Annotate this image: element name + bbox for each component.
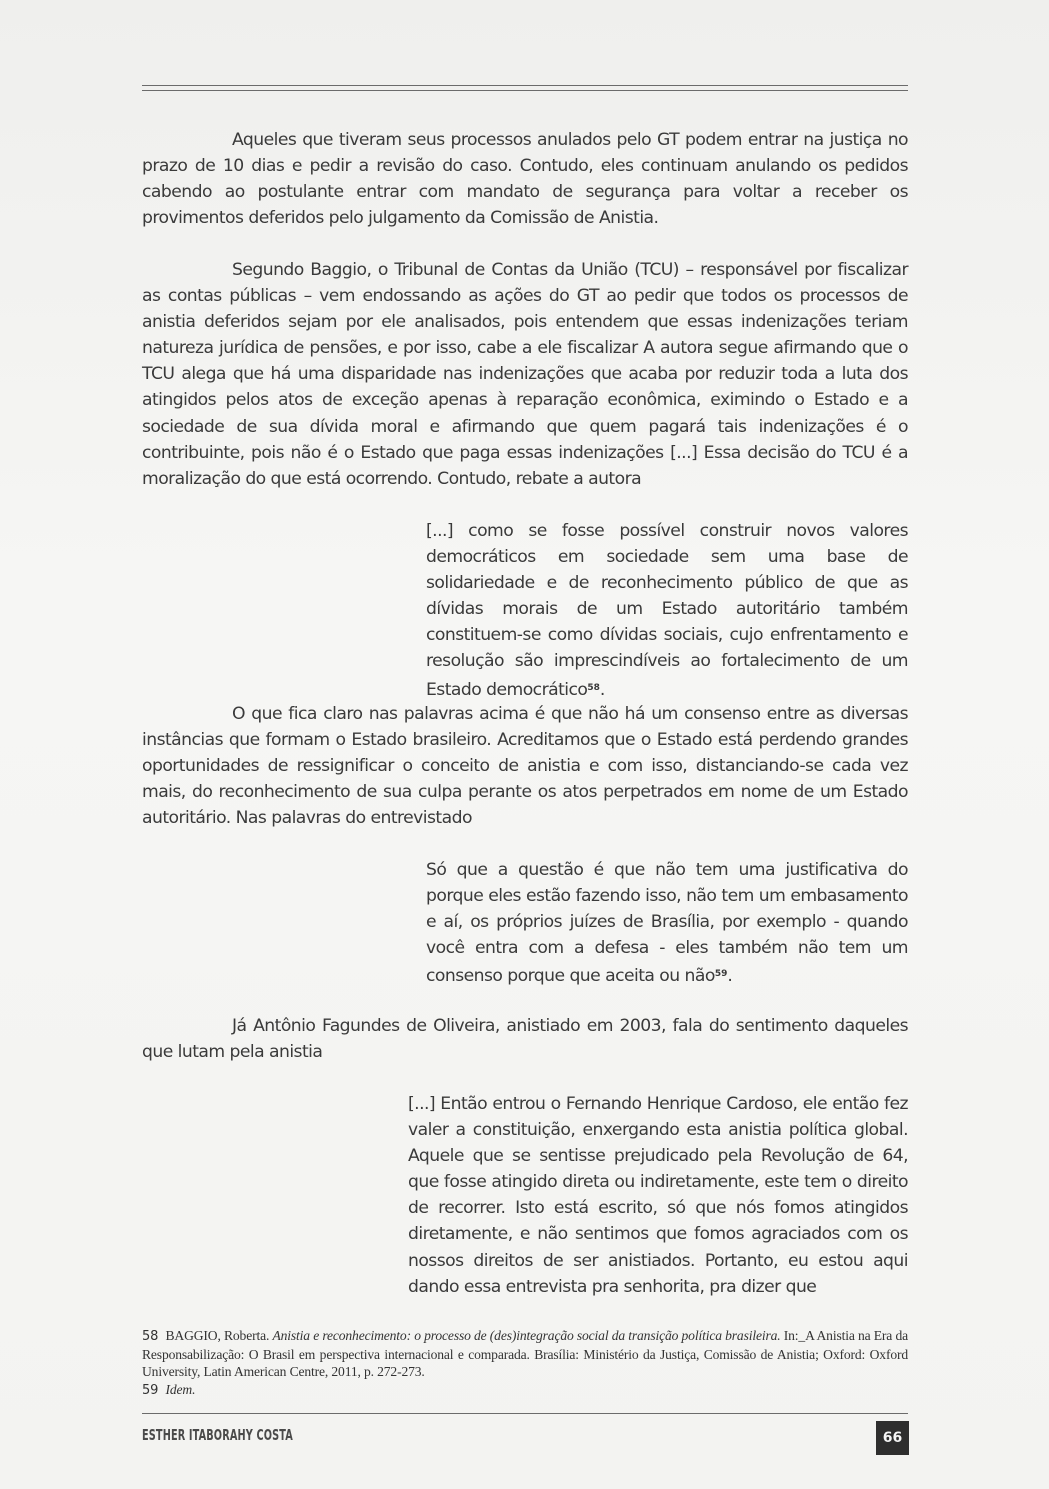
- paragraph-3: [142, 701, 908, 831]
- block-quote-1-text: [...] como se fosse possível construir novos valores democráticos em sociedade sem uma base de solidariedade e de reconhecimento público de que as dívidas morais de um Estado autoritário também constituem-se como dívidas sociais, cujo enfrentamento e resolução são imprescindíveis ao fortalecimento de um Estado democrático: [426, 521, 908, 700]
- footnote-59: [142, 1381, 908, 1400]
- footnotes: [142, 1327, 908, 1399]
- block-quote-2-text: Só que a questão é que não tem uma justificativa do porque eles estão fazendo isso, não tem um embasamento e aí, os próprios juízes de Brasília, por exemplo - quando você entra com a defesa - eles também não tem um consenso porque que aceita ou não: [426, 860, 908, 987]
- footnote-58-title: Anistia e reconhecimento: o processo de (des)integração social da transição política brasileira.: [272, 1328, 781, 1343]
- paragraph-1-text: Aqueles que tiveram seus processos anulados pelo GT podem entrar na justiça no prazo de 10 dias e pedir a revisão do caso. Contudo, eles continuam anulando os pedidos cabendo ao postulante entrar com mandato de segurança para voltar a receber os provimentos deferidos pelo julgamento da Comissão de Anistia.: [142, 130, 908, 229]
- paragraph-2-text: Segundo Baggio, o Tribunal de Contas da União (TCU) – responsável por fiscalizar as contas públicas – vem endossando as ações do GT ao pedir que todos os processos de anistia deferidos sejam por ele analisados, pois entendem que essas indenizações teriam natureza jurídica de pensões, e por isso, cabe a ele fiscalizar A autora segue afirmando que o TCU alega que há uma disparidade nas indenizações que acaba por reduzir toda a luta dos atingidos pelos atos de exceção apenas à reparação econômica, eximindo o Estado e a sociedade de sua dívida moral e afirmando que quem pagará tais indenizações é o contribuinte, pois não é o Estado que paga essas indenizações [...] Essa decisão do TCU é a moralização do que está ocorrendo. Contudo, rebate a autora: [142, 260, 908, 489]
- footnote-58-author: BAGGIO, Roberta.: [165, 1328, 270, 1343]
- footnote-58: [142, 1327, 908, 1381]
- footnote-58-number: 58: [142, 1329, 159, 1344]
- page-number-badge: 66: [876, 1421, 909, 1455]
- footnote-ref-59[interactable]: 59: [714, 969, 728, 980]
- block-quote-3: [408, 1091, 908, 1300]
- paragraph-2: [142, 257, 908, 492]
- paragraph-1: [142, 127, 908, 231]
- block-quote-2-end: .: [727, 966, 733, 987]
- running-footer-author: ESTHER ITABORAHY COSTA: [142, 1426, 293, 1444]
- block-quote-1: [426, 518, 908, 703]
- block-quote-3-text: [...] Então entrou o Fernando Henrique Cardoso, ele então fez valer a constituição, enxergando esta anistia política global. Aquele que se sentisse prejudicado pela Revolução de 64, que fosse atingido direta ou indiretamente, este tem o direito de recorrer. Isto está escrito, só que nós fomos atingidos diretamente, e não sentimos que fomos agraciados com os nossos direitos de ser anistiados. Portanto, eu estou aqui dando essa entrevista pra senhorita, pra dizer que: [408, 1094, 908, 1297]
- paragraph-4-text: Já Antônio Fagundes de Oliveira, anistiado em 2003, fala do sentimento daqueles que lutam pela anistia: [142, 1016, 908, 1063]
- paragraph-3-text: O que fica claro nas palavras acima é que não há um consenso entre as diversas instâncias que formam o Estado brasileiro. Acreditamos que o Estado está perdendo grandes oportunidades de ressignificar o conceito de anistia e com isso, distanciando-se cada vez mais, do reconhecimento de sua culpa perante os atos perpetrados em nome de um Estado autoritário. Nas palavras do entrevistado: [142, 704, 908, 829]
- footnote-ref-58[interactable]: 58: [587, 682, 600, 693]
- block-quote-2: [426, 857, 908, 989]
- header-double-rule: [142, 85, 908, 91]
- footnote-59-number: 59: [142, 1382, 159, 1398]
- block-quote-1-end: .: [599, 679, 605, 700]
- footer-rule: [142, 1413, 908, 1414]
- footnote-59-text: Idem.: [165, 1381, 196, 1397]
- footnote-58-rest: In:_A Anistia na Era da Responsabilização: O Brasil em perspectiva internacional e comparada. Brasília: Ministério da Justiça, Comissão de Anistia; Oxford: Oxford University, Latin American Centre, 2011, p. 272-273.: [142, 1328, 908, 1379]
- paragraph-4: [142, 1013, 908, 1065]
